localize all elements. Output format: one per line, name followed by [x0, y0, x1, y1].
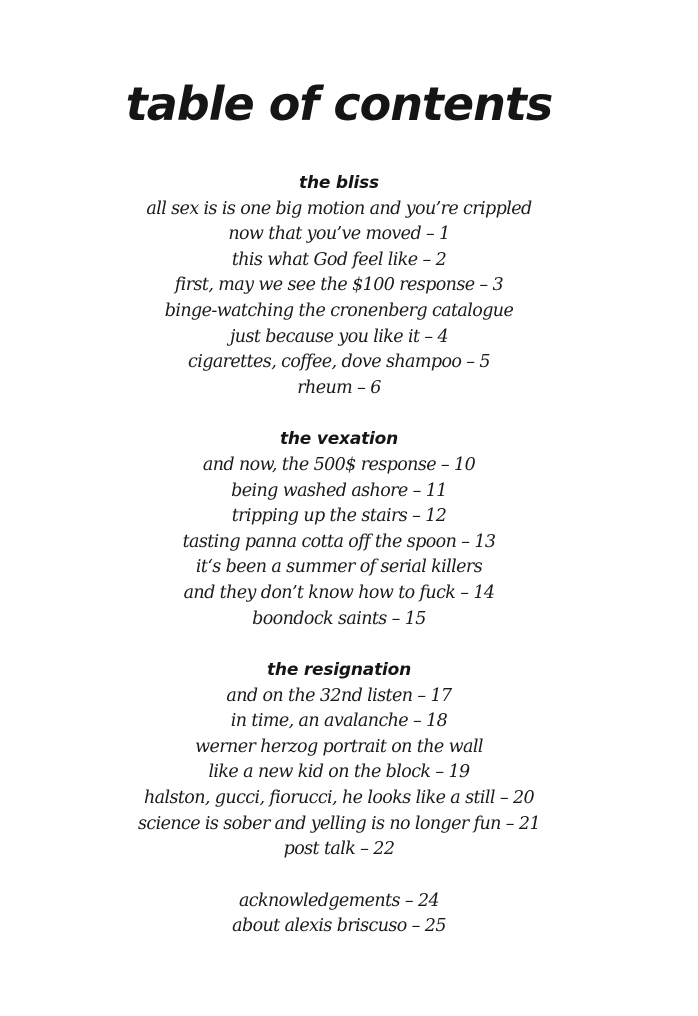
- section-heading: the vexation: [279, 429, 399, 450]
- toc-entry: it‘s been a summer of serial killers: [195, 557, 483, 578]
- toc-entry: now that you’ve moved – 1: [228, 224, 450, 245]
- section-heading: the resignation: [266, 660, 411, 681]
- toc-entry: just because you like it – 4: [229, 326, 449, 347]
- toc-entry: rheum – 6: [297, 377, 381, 398]
- toc-entry: tasting panna cotta off the spoon – 13: [182, 531, 496, 552]
- toc-entry: first, may we see the $100 response – 3: [174, 275, 504, 296]
- toc-content: [0, 171, 678, 966]
- toc-entry: and on the 32nd listen – 17: [226, 685, 452, 706]
- toc-entry: binge-watching the cronenberg catalogue: [164, 300, 514, 321]
- toc-entry: like a new kid on the block – 19: [208, 762, 470, 783]
- toc-entry: tripping up the stairs – 12: [231, 506, 447, 527]
- toc-entry: all sex is is one big motion and you’re crippled: [146, 198, 532, 219]
- toc-entry: and now, the 500$ response – 10: [202, 454, 476, 475]
- page-title: table of contents: [125, 77, 553, 131]
- section-the-resignation: [0, 658, 678, 863]
- toc-entry: werner herzog portrait on the wall: [195, 736, 483, 757]
- toc-entry: cigarettes, coffee, dove shampoo – 5: [188, 352, 490, 373]
- toc-entry: being washed ashore – 11: [231, 480, 447, 501]
- toc-entry: boondock saints – 15: [252, 608, 426, 629]
- toc-entry: this what God feel like – 2: [231, 249, 447, 270]
- toc-entry-acknowledgements: acknowledgements – 24: [238, 890, 440, 911]
- toc-entry: halston, gucci, fiorucci, he looks like a still – 20: [143, 788, 535, 809]
- toc-entry: and they don’t know how to fuck – 14: [183, 582, 495, 603]
- section-the-bliss: [0, 171, 678, 401]
- toc-entry: post talk – 22: [283, 839, 395, 860]
- section-heading: the bliss: [299, 173, 379, 193]
- toc-entry: science is sober and yelling is no longer fun – 21: [138, 813, 540, 834]
- toc-entry: in time, an avalanche – 18: [230, 711, 448, 732]
- section-the-vexation: [0, 427, 678, 632]
- back-matter: [0, 889, 678, 940]
- toc-entry-about-author: about alexis briscuso – 25: [232, 916, 446, 937]
